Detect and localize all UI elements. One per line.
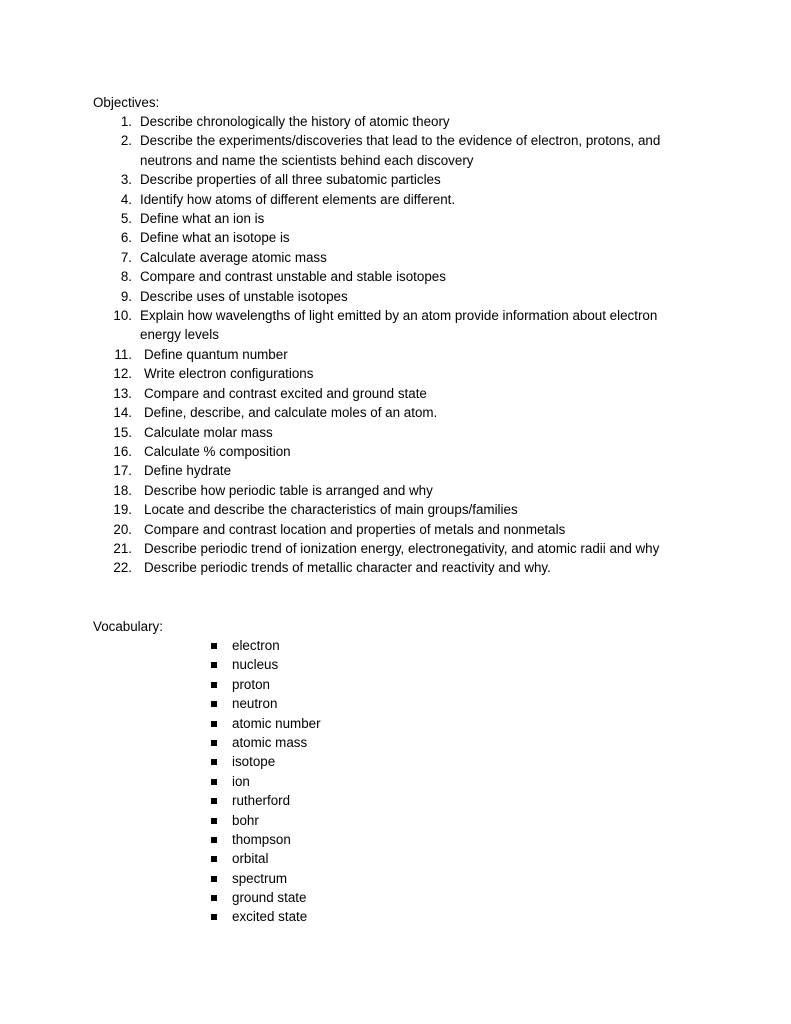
- objective-item: [0, 345, 791, 364]
- objective-item: [0, 170, 791, 189]
- vocabulary-term: atomic number: [232, 715, 321, 731]
- objective-number: 19.: [113, 502, 132, 518]
- objective-text: Explain how wavelengths of light emitted by an atom provide information about electron energy levels: [140, 308, 658, 343]
- vocabulary-heading: Vocabulary:: [93, 619, 163, 634]
- objective-item: [0, 500, 791, 519]
- objective-text: Write electron configurations: [144, 366, 314, 382]
- objective-text: Describe chronologically the history of atomic theory: [140, 114, 450, 129]
- objective-text: Describe periodic trends of metallic character and reactivity and why.: [144, 560, 551, 576]
- objective-number: 22.: [113, 560, 132, 576]
- objective-number: 11.: [114, 346, 132, 362]
- objective-number: 3.: [120, 172, 132, 188]
- objective-item: [0, 209, 791, 228]
- objective-number: 15.: [113, 424, 132, 440]
- objective-item: [0, 558, 791, 577]
- objective-item: [0, 112, 791, 131]
- vocabulary-term: proton: [232, 676, 270, 692]
- vocabulary-term: isotope: [232, 754, 276, 770]
- objective-item: [0, 248, 791, 267]
- vocabulary-term: spectrum: [232, 870, 288, 886]
- square-bullet-icon: [211, 876, 217, 882]
- objective-item: [0, 442, 791, 461]
- square-bullet-icon: [211, 721, 217, 727]
- objectives-heading: Objectives:: [93, 95, 160, 110]
- vocabulary-term: orbital: [232, 851, 269, 867]
- square-bullet-icon: [211, 779, 217, 785]
- objective-text: Compare and contrast unstable and stable isotopes: [140, 269, 446, 285]
- objective-text: Compare and contrast location and properties of metals and nonmetals: [144, 521, 566, 537]
- square-bullet-icon: [211, 895, 217, 901]
- square-bullet-icon: [211, 914, 217, 920]
- objective-number: 7.: [120, 249, 132, 265]
- vocabulary-term: nucleus: [232, 657, 279, 673]
- objective-text: Describe how periodic table is arranged and why: [144, 482, 433, 498]
- objective-text: Define, describe, and calculate moles of an atom.: [144, 405, 438, 421]
- objective-text: Compare and contrast excited and ground state: [144, 385, 427, 401]
- objective-number: 6.: [120, 230, 132, 246]
- objective-text: Define what an isotope is: [140, 230, 290, 246]
- objective-item: [0, 461, 791, 480]
- objective-number: 13.: [113, 385, 132, 401]
- objective-text: Calculate molar mass: [144, 424, 273, 440]
- objective-number: 14.: [113, 405, 132, 421]
- objective-text: Define hydrate: [144, 463, 232, 479]
- objective-item: [0, 287, 791, 306]
- square-bullet-icon: [211, 662, 217, 668]
- objective-number: 12.: [113, 366, 132, 382]
- objective-number: 4.: [120, 191, 132, 207]
- objective-number: 21.: [113, 540, 132, 556]
- objective-item: [0, 228, 791, 247]
- objective-item: [0, 403, 791, 422]
- objective-text: Calculate average atomic mass: [140, 249, 327, 265]
- objective-text: Describe periodic trend of ionization energy, electronegativity, and atomic radii and why: [144, 540, 660, 556]
- objective-text: Identify how atoms of different elements are different.: [140, 191, 456, 207]
- objective-item: [0, 364, 791, 383]
- objective-number: 2.: [120, 133, 132, 149]
- square-bullet-icon: [211, 682, 217, 688]
- objective-text: Describe the experiments/discoveries that lead to the evidence of electron, protons, and neutrons and name the scientists behind each discovery: [140, 133, 661, 168]
- square-bullet-icon: [211, 837, 217, 843]
- objective-number: 1.: [120, 114, 132, 129]
- objective-item: [0, 384, 791, 403]
- objective-item: [0, 190, 791, 209]
- objective-number: 10.: [113, 308, 132, 324]
- square-bullet-icon: [211, 818, 217, 824]
- objective-item: [0, 520, 791, 539]
- objective-item: [0, 131, 791, 170]
- objective-number: 17.: [113, 463, 132, 479]
- vocabulary-term: bohr: [232, 812, 259, 828]
- square-bullet-icon: [211, 740, 217, 746]
- objective-text: Locate and describe the characteristics of main groups/families: [144, 502, 518, 518]
- vocabulary-term: electron: [232, 638, 280, 653]
- square-bullet-icon: [211, 643, 217, 649]
- objective-number: 16.: [113, 443, 132, 459]
- objective-item: [0, 306, 791, 345]
- objective-text: Define what an ion is: [140, 211, 265, 227]
- objective-number: 20.: [113, 521, 132, 537]
- objective-text: Describe uses of unstable isotopes: [140, 288, 348, 304]
- objective-item: [0, 481, 791, 500]
- square-bullet-icon: [211, 798, 217, 804]
- objective-item: [0, 423, 791, 442]
- objective-number: 5.: [120, 211, 132, 227]
- objective-text: Define quantum number: [144, 346, 288, 362]
- objective-number: 9.: [120, 288, 132, 304]
- vocabulary-term: excited state: [232, 909, 308, 925]
- objective-item: [0, 539, 791, 558]
- objective-item: [0, 267, 791, 286]
- objective-number: 8.: [120, 269, 132, 285]
- vocabulary-term: atomic mass: [232, 734, 308, 750]
- objective-text: Calculate % composition: [144, 443, 291, 459]
- vocabulary-term: ground state: [232, 890, 307, 906]
- vocabulary-term: neutron: [232, 696, 278, 712]
- objective-number: 18.: [113, 482, 132, 498]
- vocabulary-term: ion: [232, 773, 250, 789]
- vocabulary-term: thompson: [232, 831, 291, 847]
- vocabulary-term: rutherford: [232, 793, 291, 809]
- square-bullet-icon: [211, 759, 217, 765]
- square-bullet-icon: [211, 856, 217, 862]
- objectives-list: [0, 112, 791, 578]
- square-bullet-icon: [211, 701, 217, 707]
- objective-text: Describe properties of all three subatomic particles: [140, 172, 441, 188]
